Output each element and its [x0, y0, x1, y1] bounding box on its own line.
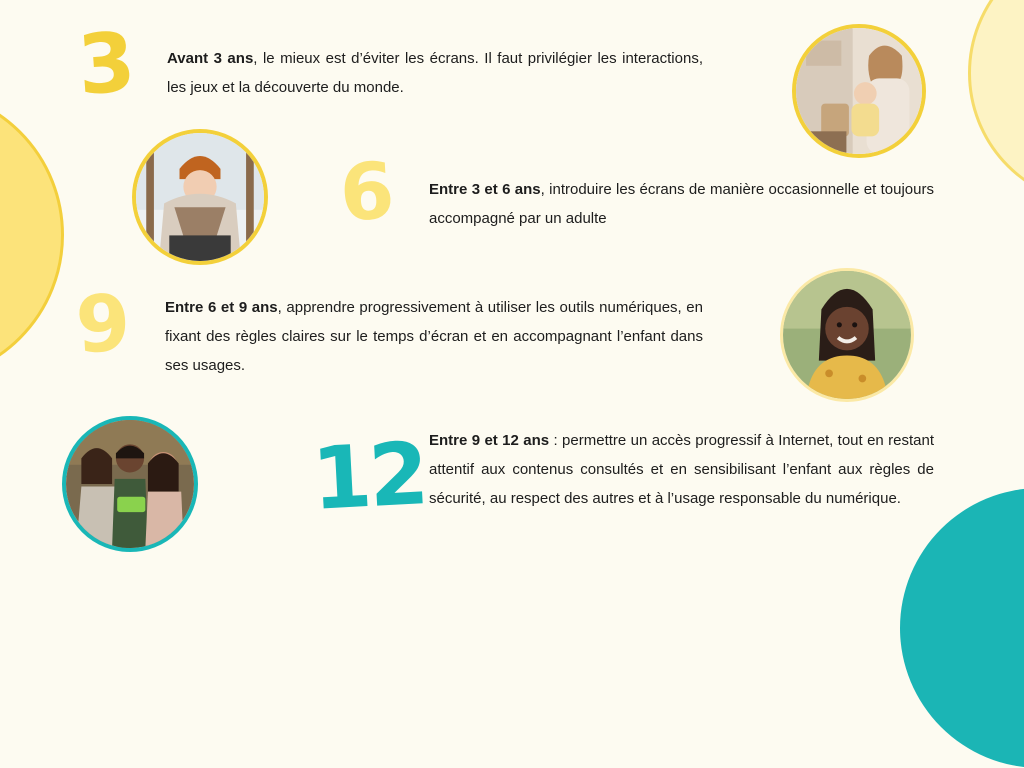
- decorative-circle-bottom-right: [900, 488, 1024, 768]
- decorative-circle-top-right: [968, 0, 1024, 206]
- age-number-6: 6: [337, 146, 394, 240]
- section-heading-9: Entre 6 et 9 ans: [165, 299, 278, 316]
- decorative-circle-left: [0, 88, 64, 382]
- section-text-6: [429, 175, 934, 233]
- section-text-9: [165, 293, 703, 380]
- section-body-12: : permettre un accès progressif à Internet, tout en restant attentif aux contenus consultés et en sensibilisant l’enfant aux règles de sécurité, au respect des autres et à l’usage responsable du numérique.: [429, 432, 934, 507]
- section-heading-6: Entre 3 et 6 ans: [429, 181, 541, 198]
- age-number-9: 9: [73, 278, 130, 372]
- section-text-3: [167, 44, 703, 102]
- photo-smiling-girl-braids: [780, 268, 914, 402]
- section-heading-3: Avant 3 ans: [167, 50, 254, 67]
- age-number-12: 12: [309, 424, 429, 530]
- photo-child-in-winter-scarf: [132, 129, 268, 265]
- section-heading-12: Entre 9 et 12 ans: [429, 432, 550, 449]
- section-body-9: , apprendre progressivement à utiliser les outils numériques, en fixant des règles claires sur le temps d’écran et en accompagnant l’enfant dans ses usages.: [165, 299, 703, 374]
- section-body-6: , introduire les écrans de manière occasionnelle et toujours accompagné par un adulte: [429, 181, 934, 227]
- photo-children-with-tablet: [62, 416, 198, 552]
- section-body-3: , le mieux est d’éviter les écrans. Il faut privilégier les interactions, les jeux et la découverte du monde.: [167, 50, 703, 96]
- section-text-12: [429, 426, 934, 513]
- photo-mother-and-baby: [792, 24, 926, 158]
- age-number-3: 3: [74, 15, 136, 114]
